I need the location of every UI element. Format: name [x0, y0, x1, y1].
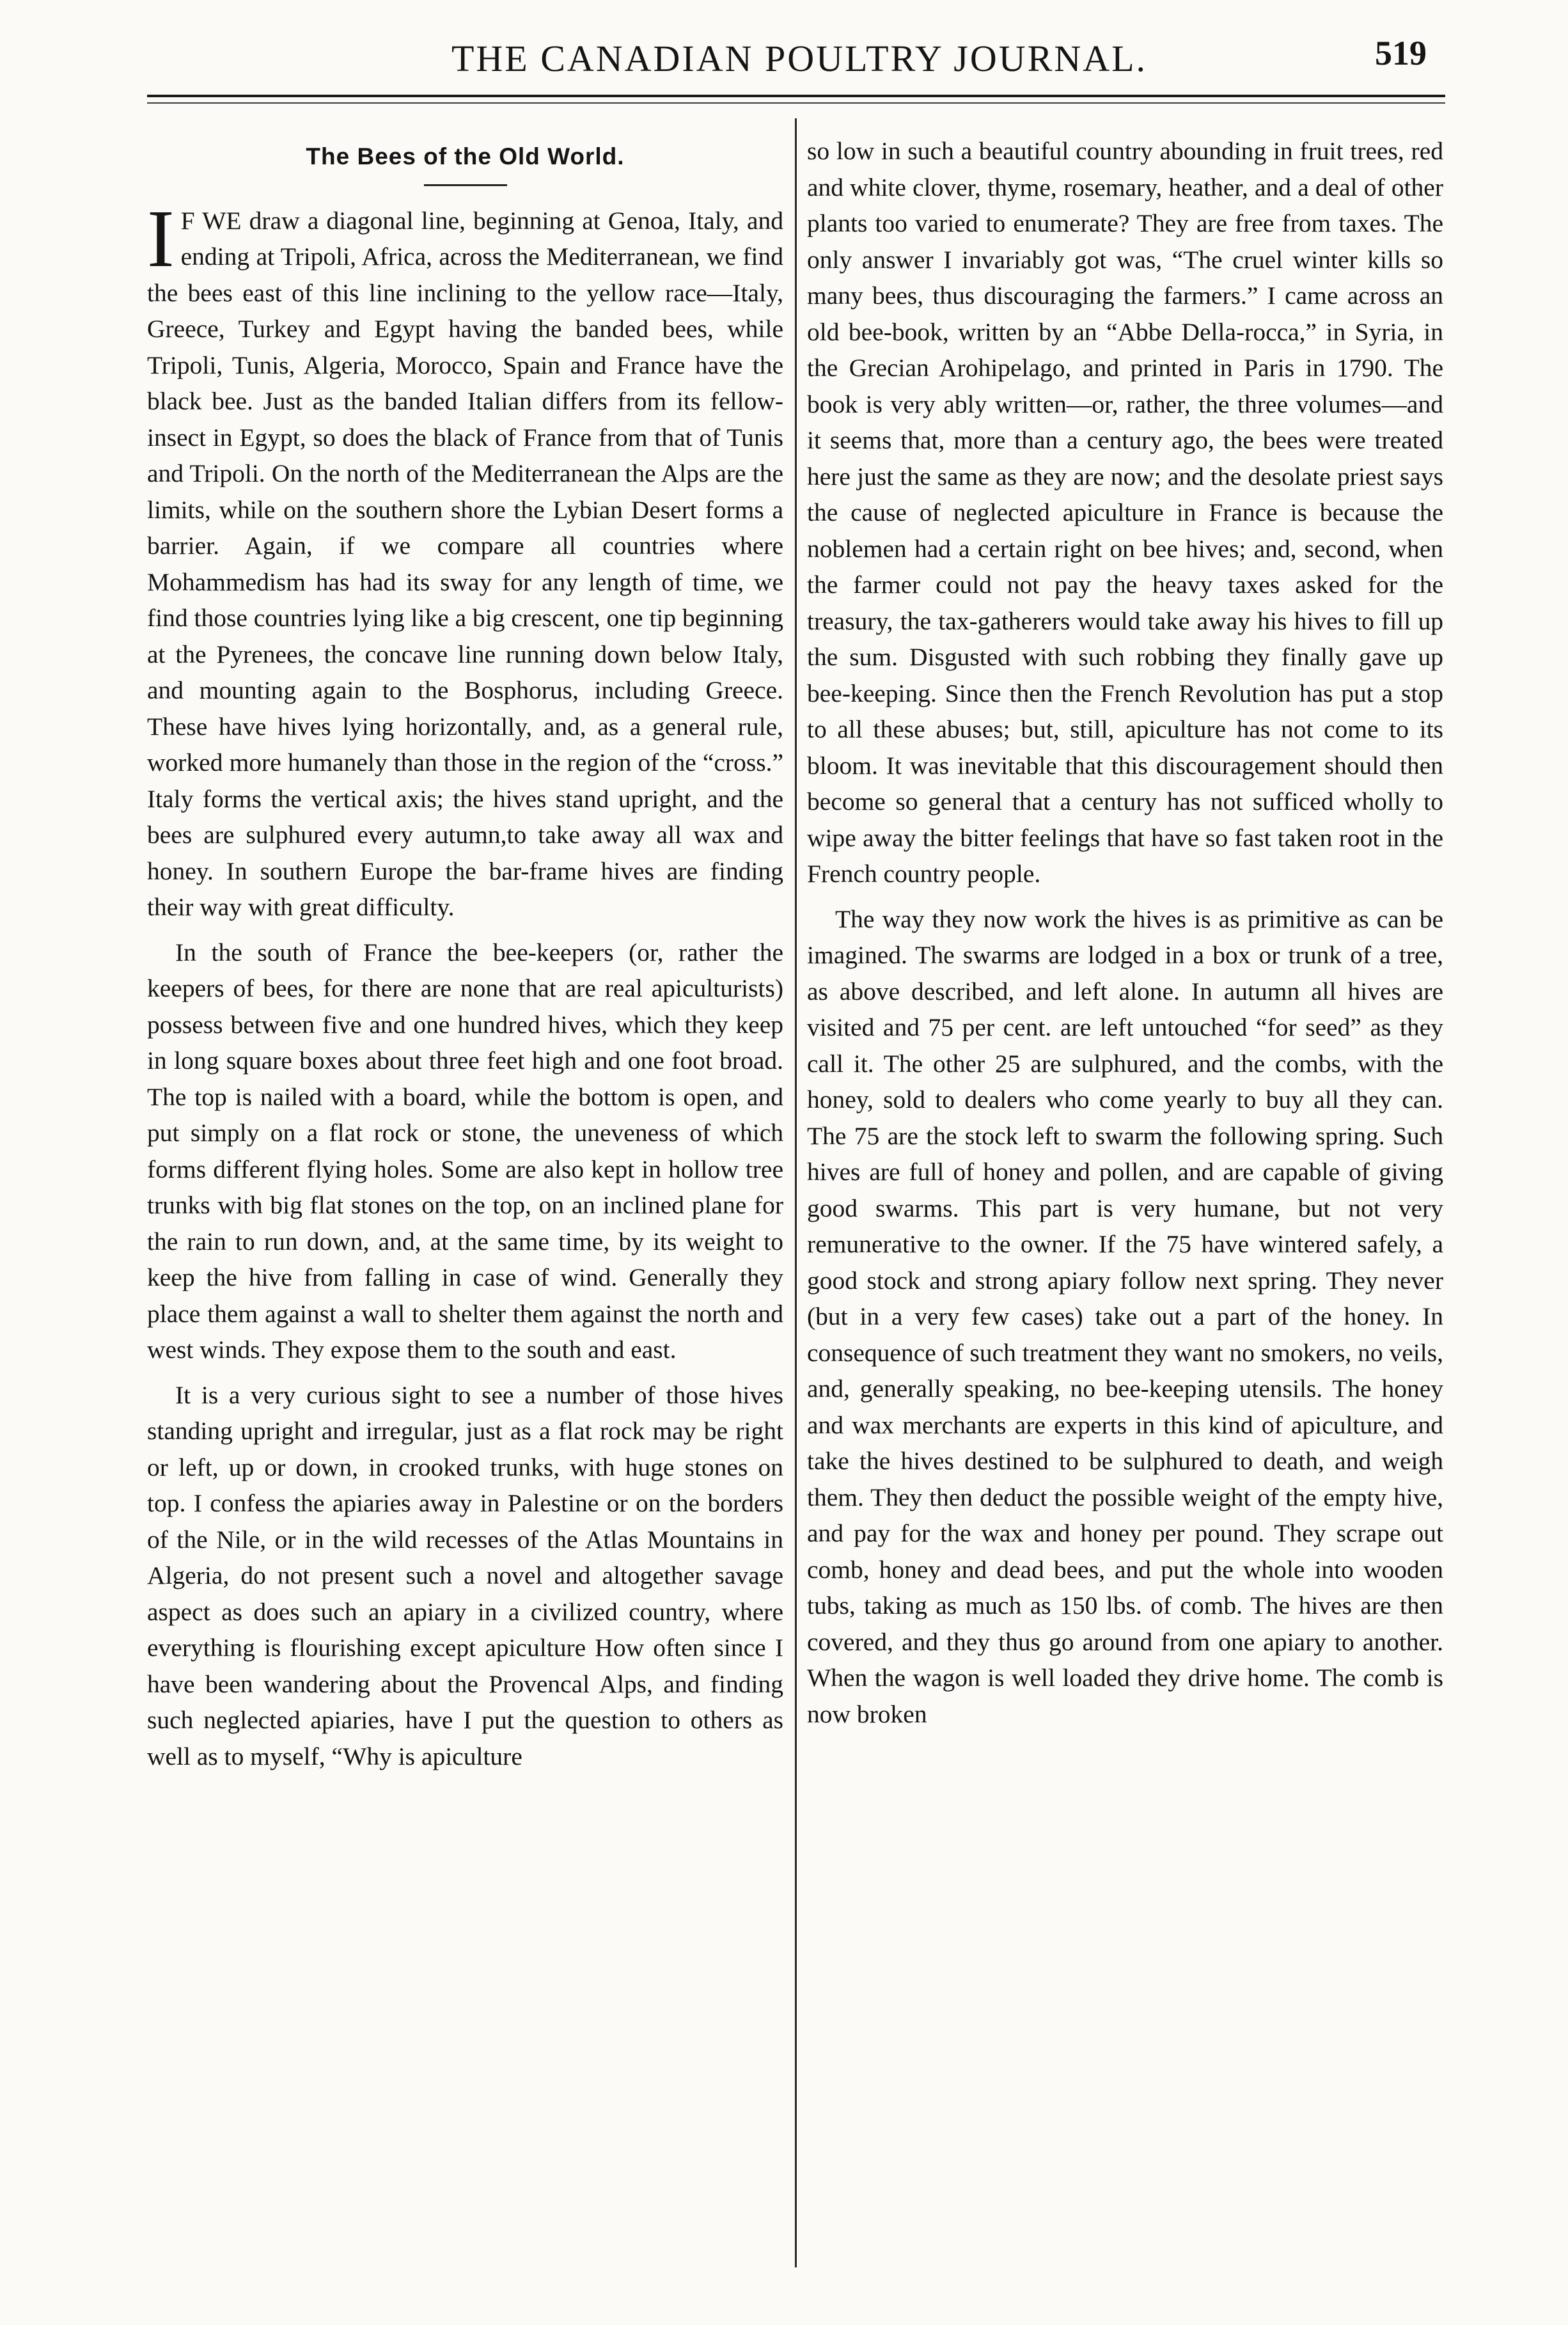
paragraph-3: It is a very curious sight to see a number of those hives standing upright and irregular, just as a flat rock may be right or left, up or down, in crooked trunks, with huge stones on top. I confess the apiaries away in Palestine or on the borders of the Nile, or in the wild recesses of the Atlas Mountains in Algeria, do not present such a novel and altogether savage aspect as does such an apiary in a civilized country, where everything is flourishing except apiculture How often since I have been wandering about the Provencal Alps, and finding such neglected apiaries, have I put the question to others as well as to myself, “Why is apiculture [147, 1380, 783, 1770]
title-rule [424, 184, 507, 186]
running-title: THE CANADIAN POULTRY JOURNAL. [451, 38, 1148, 79]
page-number: 519 [1375, 34, 1427, 72]
column-divider [795, 118, 797, 2267]
paragraph-2: In the south of France the bee-keepers (or, rather the keepers of bees, for there are none that are real apiculturists) possess between five and one hundred hives, which they keep in long square boxes about three feet high and one foot broad. The top is nailed with a board, while the bottom is open, and put simply on a flat rock or stone, the uneveness of which forms different flying holes. Some are also kept in hollow tree trunks with big flat stones on the top, on an inclined plane for the rain to run down, and, at the same time, by its weight to keep the hive from falling in case of wind. Generally they place them against a wall to shelter them against the north and west winds. They expose them to the south and east. [147, 938, 783, 1364]
right-column [807, 133, 1443, 2295]
paragraph-4: The way they now work the hives is as primitive as can be imagined. The swarms are lodged in a box or trunk of a tree, as above described, and left alone. In autumn all hives are visited and 75 per cent. are left untouched “for seed” as they call it. The other 25 are sulphured, and the combs, with the honey, sold to dealers who come yearly to buy all they can. The 75 are the stock left to swarm the following spring. Such hives are full of honey and pollen, and are capable of giving good swarms. This part is very humane, but not very remunerative to the owner. If the 75 have wintered safely, a good stock and strong apiary follow next spring. They never (but in a very few cases) take out a part of the honey. In consequence of such treatment they want no smokers, no veils, and, generally speaking, no bee-keeping utensils. The honey and wax merchants are experts in this kind of apiculture, and take the hives destined to be sulphured to death, and weigh them. They then deduct the possible weight of the empty hive, and pay for the wax and honey per pound. They scrape out comb, honey and dead bees, and put the whole into wooden tubs, taking as much as 150 lbs. of comb. The hives are then covered, and they thus go around from one apiary to another. When the wagon is well loaded they drive home. The comb is now broken [807, 904, 1443, 1728]
article-title: The Bees of the Old World. [306, 143, 625, 169]
paragraph-3-continued: so low in such a beautiful country abounding in fruit trees, red and white clover, thyme, rosemary, heather, and a deal of other plants too varied to enumerate? They are free from taxes. The only answer I invariably got was, “The cruel winter kills so many bees, thus discouraging the farmers.” I came across an old bee-book, written by an “Abbe Della-rocca,” in Syria, in the Grecian Arohipelago, and printed in Paris in 1790. The book is very ably written—or, rather, the three volumes—and it seems that, more than a century ago, the bees were treated here just the same as they are now; and the desolate priest says the cause of neglected apiculture in France is because the noblemen had a certain right on bee hives; and, second, when the farmer could not pay the heavy taxes asked for the treasury, the tax-gatherers would take away his hives to fill up the sum. Disgusted with such robbing they finally gave up bee-keeping. Since then the French Revolution has put a stop to all these abuses; but, still, apiculture has not come to its bloom. It was inevitable that this discouragement should then become so general that a century has not sufficed wholly to wipe away the bitter feelings that have so fast taken root in the French country people. [807, 137, 1443, 888]
header-rule-thin [147, 102, 1445, 104]
paragraph-1: IF WE draw a diagonal line, beginning at Genoa, Italy, and ending at Tripoli, Africa, across the Mediterranean, we find the bees east of this line inclining to the yellow race—Italy, Greece, Turkey and Egypt having the banded bees, while Tripoli, Tunis, Algeria, Morocco, Spain and France have the black bee. Just as the banded Italian differs from its fellow-insect in Egypt, so does the black of France from that of Tunis and Tripoli. On the north of the Mediterranean the Alps are the limits, while on the southern shore the Lybian Desert forms a barrier. Again, if we compare all countries where Mohammedism has had its sway for any length of time, we find those countries lying like a big crescent, one tip beginning at the Pyrenees, the concave line running down below Italy, and mounting again to the Bosphorus, including Greece. These have hives lying horizontally, and, as a general rule, worked more humanely than those in the region of the “cross.” Italy forms the vertical axis; the hives stand upright, and the bees are sulphured every autumn,to take away all wax and honey. In southern Europe the bar-frame hives are finding their way with great difficulty. [147, 193, 783, 921]
left-column [147, 125, 783, 2287]
header-rule [147, 95, 1445, 97]
